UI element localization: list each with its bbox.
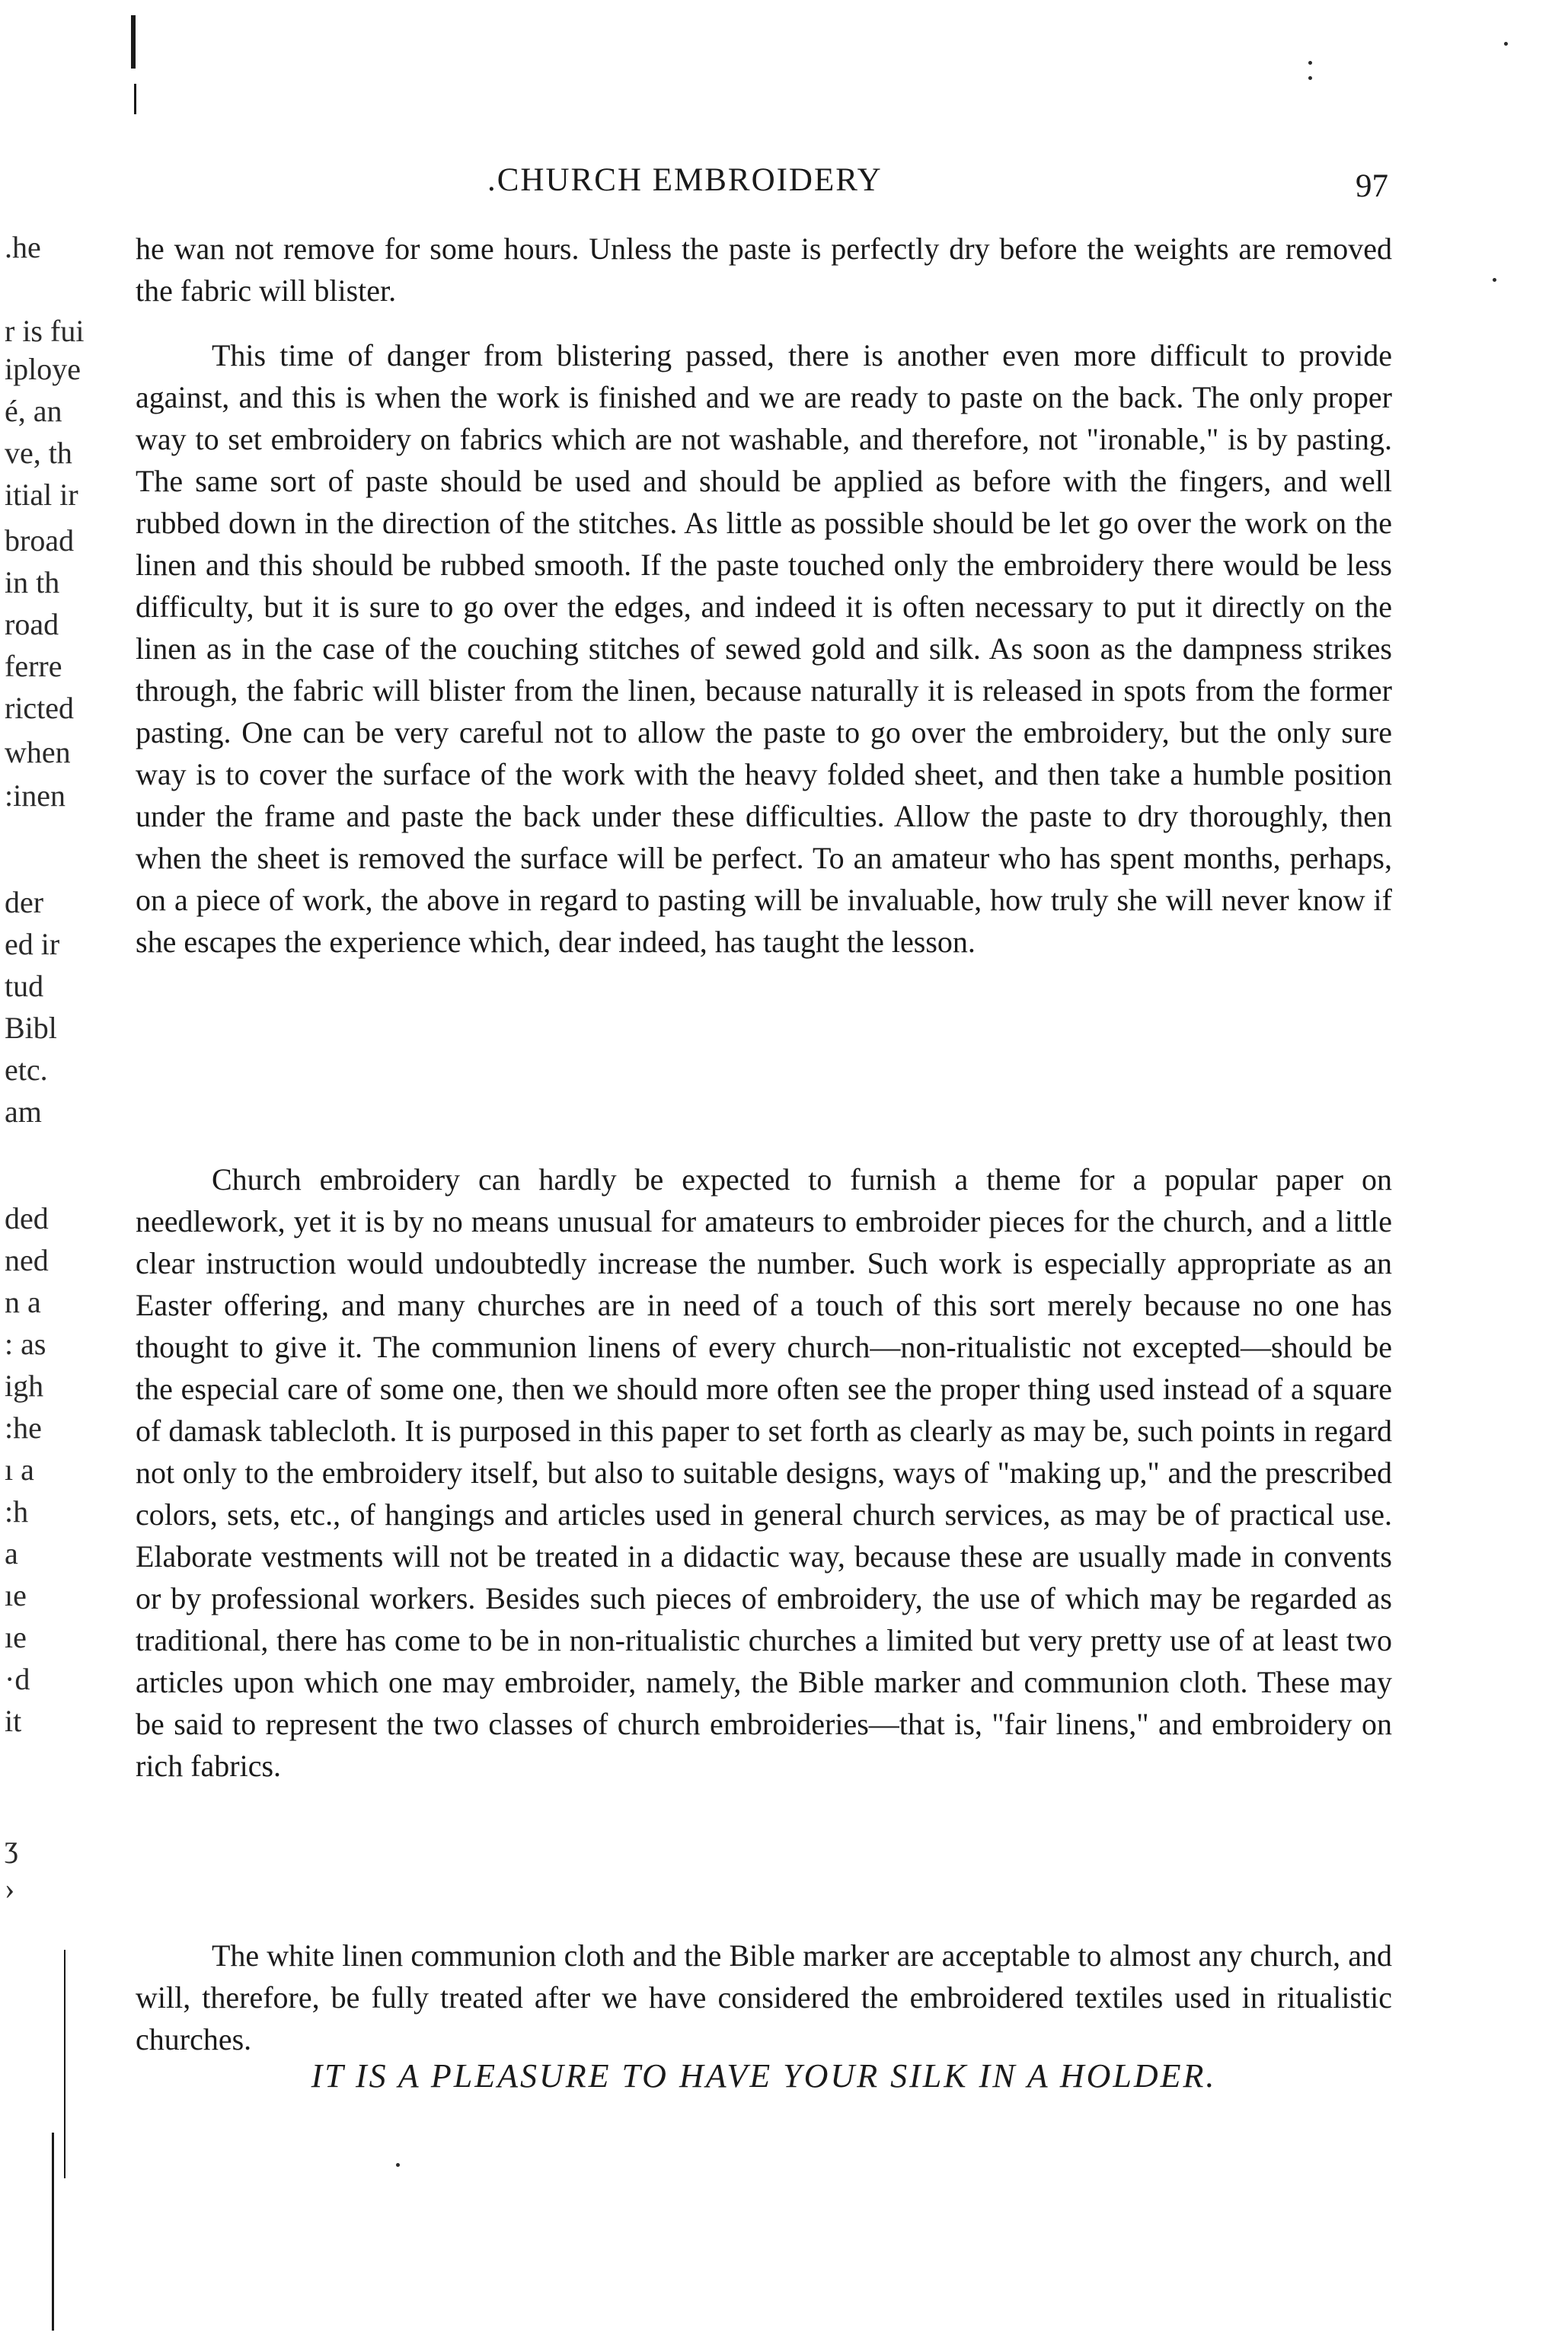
margin-fragment: igh	[5, 1369, 44, 1403]
margin-fragment: broad	[5, 523, 75, 558]
margin-fragment: ricted	[5, 691, 75, 725]
margin-fragment: ve, th	[5, 436, 72, 470]
margin-fragment: tud	[5, 969, 44, 1003]
scan-dot	[1504, 42, 1508, 46]
margin-fragment: Bibl	[5, 1011, 57, 1045]
paragraph-continuation: he wan not remove for some hours. Unless the paste is perfectly dry before the weights are removed the fabric will blister.	[136, 232, 1392, 308]
margin-fragment: iploye	[5, 352, 81, 386]
scan-dot	[1308, 61, 1312, 65]
margin-fragment: é, an	[5, 394, 62, 428]
scan-dot	[396, 2163, 400, 2167]
margin-fragment: a	[5, 1536, 18, 1571]
margin-fragment: it	[5, 1704, 22, 1738]
margin-fragment: ›	[5, 1871, 15, 1906]
margin-fragment: ded	[5, 1201, 49, 1235]
margin-fragment: : as	[5, 1327, 46, 1361]
margin-fragment: etc.	[5, 1053, 48, 1087]
margin-fragment: ned	[5, 1243, 49, 1277]
paragraph-church-embroidery: Church embroidery can hardly be expected to furnish a theme for a popular paper on needlework, yet it is by no means unusual for amateurs to embroider pieces for the church, and a little clear instruction would undoubtedly increase the number. Such work is especially appropriate as an Easter offering, and many churches are in need of a touch of this sort merely because no one has thought to give it. The communion linens of every church—non-ritualistic not excepted—should be the especial care of some one, then we should more often see the proper thing used instead of a square of damask tablecloth. It is purposed in this paper to set forth as clearly as may be, such points in regard not only to the embroidery itself, but also to suitable designs, ways of "making up," and the prescribed colors, sets, etc., of hangings and articles used in general church services, as may be of practical use. Elaborate vestments will not be treated in a didactic way, because these are usually made in convents or by professional workers. Besides such pieces of embroidery, the use of which may be regarded as traditional, there has come to be in non-ritualistic churches a limited but very pretty use of at least two articles upon which one may embroider, namely, the Bible marker and communion cloth. These may be said to represent the two classes of church embroideries—that is, "fair linens," and embroidery on rich fabrics.	[136, 1162, 1392, 1783]
margin-fragment: itial ir	[5, 478, 78, 512]
margin-fragment: in th	[5, 565, 60, 599]
margin-fragment: n a	[5, 1285, 41, 1319]
margin-fragment: when	[5, 735, 71, 769]
left-margin-fragments	[0, 0, 137, 2339]
margin-fragment: am	[5, 1094, 42, 1129]
margin-fragment: ı a	[5, 1452, 34, 1487]
margin-fragment: road	[5, 607, 59, 641]
paragraph-communion-cloth: The white linen communion cloth and the Bible marker are acceptable to almost any church, and will, therefore, be fully treated after we have considered the embroidered textiles used in ritualistic churches.	[136, 1938, 1392, 2056]
margin-fragment: .he	[5, 230, 41, 264]
paragraph-pasting: This time of danger from blistering passed, there is another even more difficult to provide against, and this is when the work is finished and we are ready to paste on the back. The only proper way to set embroidery on fabrics which are not washable, and therefore, not "ironable," is by pasting. The same sort of paste should be used and should be applied as before with the fingers, and well rubbed down in the direction of the stitches. As little as possible should be let go over the work on the linen and this should be rubbed smooth. If the paste touched only the embroidery there would be less difficulty, but it is sure to go over the edges, and indeed it is often necessary to put it directly on the linen as in the case of the couching stitches of sewed gold and silk. As soon as the dampness strikes through, the fabric will blister from the linen, because naturally it is released in spots from the former pasting. One can be very careful not to allow the paste to go over the embroidery, but the only sure way is to cover the surface of the work with the heavy folded sheet, and then take a humble position under the frame and paste the back under these difficulties. Allow the paste to dry thoroughly, then when the sheet is removed the surface will be perfect. To an amateur who has spent months, perhaps, on a piece of work, the above in regard to pasting will be invaluable, how truly she will never know if she escapes the experience which, dear indeed, has taught the lesson.	[136, 338, 1392, 959]
margin-fragment: ·d	[5, 1662, 30, 1696]
margin-fragment: :inen	[5, 778, 65, 813]
margin-fragment: ʒ	[5, 1829, 18, 1864]
margin-fragment: r is fui	[5, 314, 85, 348]
margin-fragment: der	[5, 885, 44, 919]
margin-fragment: ıe	[5, 1578, 27, 1612]
scan-dot	[1308, 76, 1312, 80]
margin-fragment: ferre	[5, 649, 62, 683]
margin-fragment: ıe	[5, 1620, 27, 1654]
scan-dot	[1493, 278, 1496, 282]
margin-fragment: :he	[5, 1411, 42, 1445]
margin-fragment: ed ir	[5, 927, 60, 961]
page-number: 97	[1356, 168, 1388, 204]
advertisement-line: IT IS A PLEASURE TO HAVE YOUR SILK IN A HOLDER.	[311, 2057, 1217, 2095]
page-header: .CHURCH EMBROIDERY	[487, 162, 883, 198]
margin-fragment: :h	[5, 1494, 29, 1529]
